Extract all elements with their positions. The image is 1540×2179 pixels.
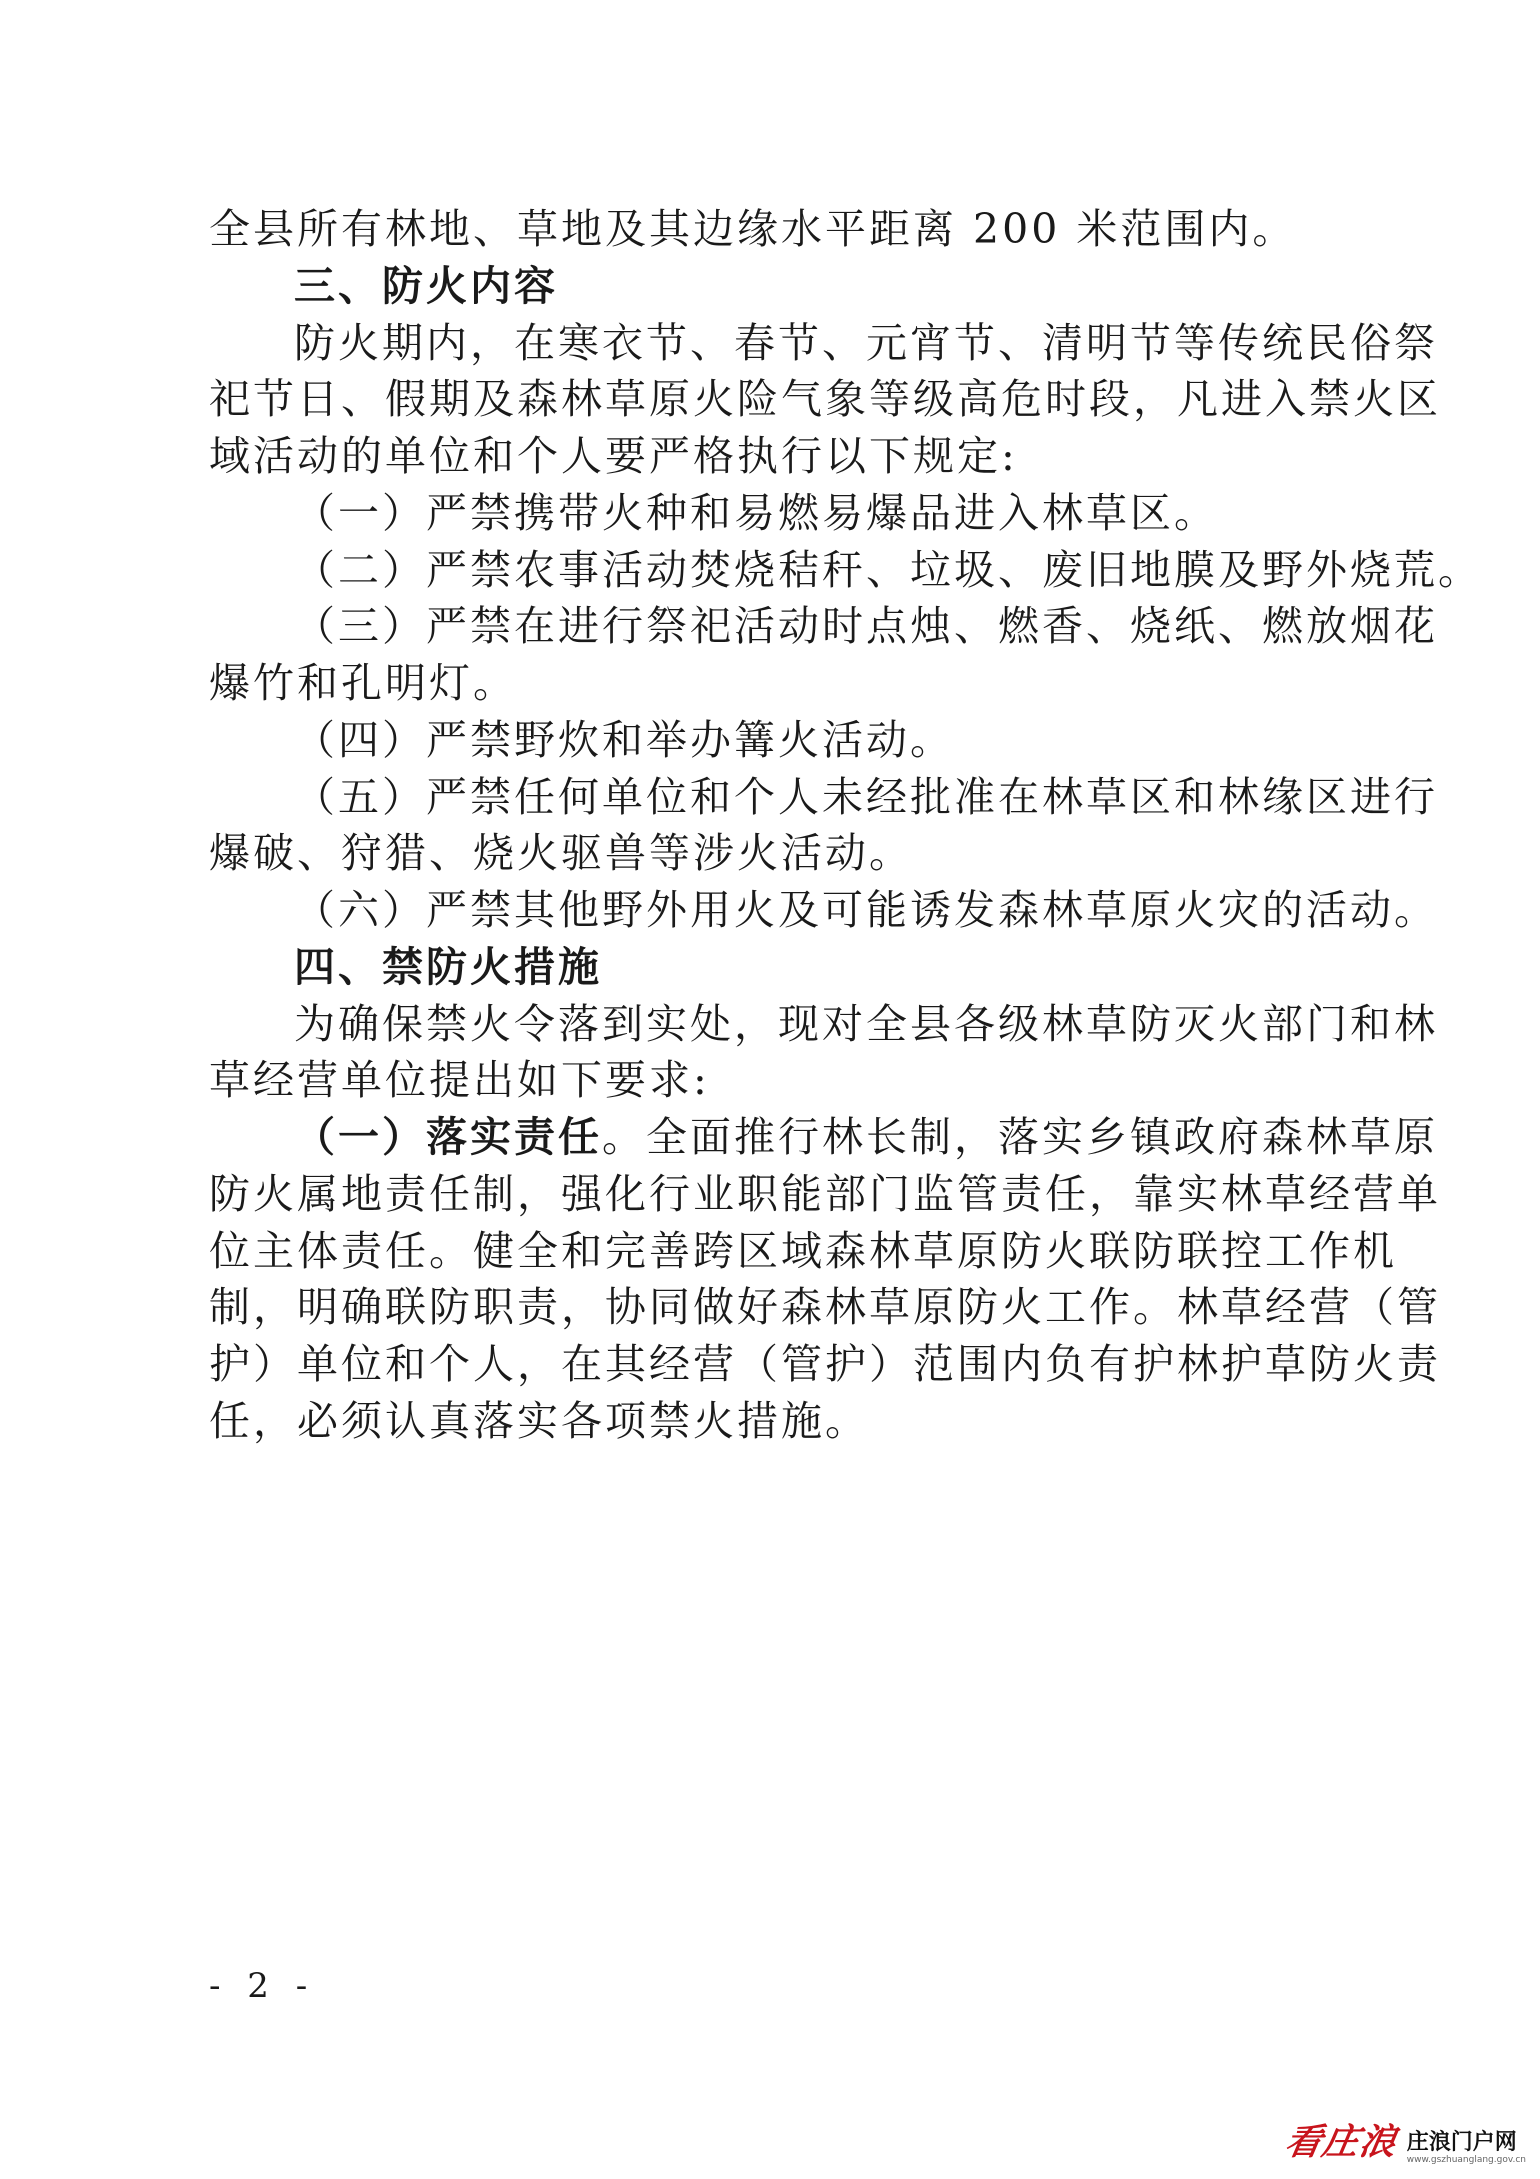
paragraph-line: 制，明确联防职责，协同做好森林草原防火工作。林草经营（管 [209,1283,1441,1331]
list-item: （三）严禁在进行祭祀活动时点烛、燃香、烧纸、燃放烟花 [294,602,1438,650]
paragraph-line: 防火期内，在寒衣节、春节、元宵节、清明节等传统民俗祭 [294,319,1438,367]
list-item-continuation: 爆破、狩猎、烧火驱兽等涉火活动。 [209,829,913,877]
page-number: - 2 - [209,1966,316,2006]
section-heading-3: 三、防火内容 [294,262,558,310]
measure-text: 。全面推行林长制，落实乡镇政府森林草原 [602,1113,1438,1161]
paragraph-line: 位主体责任。健全和完善跨区域森林草原防火联防联控工作机 [209,1227,1397,1275]
list-item: （一）严禁携带火种和易燃易爆品进入林草区。 [294,489,1218,537]
site-watermark [1281,2114,1526,2165]
list-item: （四）严禁野炊和举办篝火活动。 [294,716,954,764]
list-item: （五）严禁任何单位和个人未经批准在林草区和林缘区进行 [294,773,1438,821]
watermark-logo: 看庄浪 [1281,2121,1401,2163]
paragraph-line: 草经营单位提出如下要求: [209,1056,710,1104]
paragraph-line: 为确保禁火令落到实处，现对全县各级林草防灭火部门和林 [294,1000,1438,1048]
paragraph-line: 任，必须认真落实各项禁火措施。 [209,1397,869,1445]
list-item: （六）严禁其他野外用火及可能诱发森林草原火灾的活动。 [294,886,1438,934]
paragraph-line: 域活动的单位和个人要严格执行以下规定: [209,432,1018,480]
watermark-site-name: 庄浪门户网 [1406,2129,1517,2155]
section-heading-4: 四、禁防火措施 [294,943,602,991]
measure-lead: （一）落实责任 [294,1113,602,1161]
list-item: （二）严禁农事活动焚烧秸秆、垃圾、废旧地膜及野外烧荒。 [294,546,1482,594]
paragraph-line: 防火属地责任制，强化行业职能部门监管责任，靠实林草经营单 [209,1170,1441,1218]
measure-paragraph-line [294,1113,1438,1161]
watermark-url: www.gszhuanglang.gov.cn [1406,2155,1526,2165]
list-item-continuation: 爆竹和孔明灯。 [209,659,517,707]
paragraph-line: 祀节日、假期及森林草原火险气象等级高危时段，凡进入禁火区 [209,375,1441,423]
paragraph-line: 护）单位和个人，在其经营（管护）范围内负有护林护草防火责 [209,1340,1441,1388]
paragraph-line: 全县所有林地、草地及其边缘水平距离 200 米范围内。 [209,205,1297,253]
